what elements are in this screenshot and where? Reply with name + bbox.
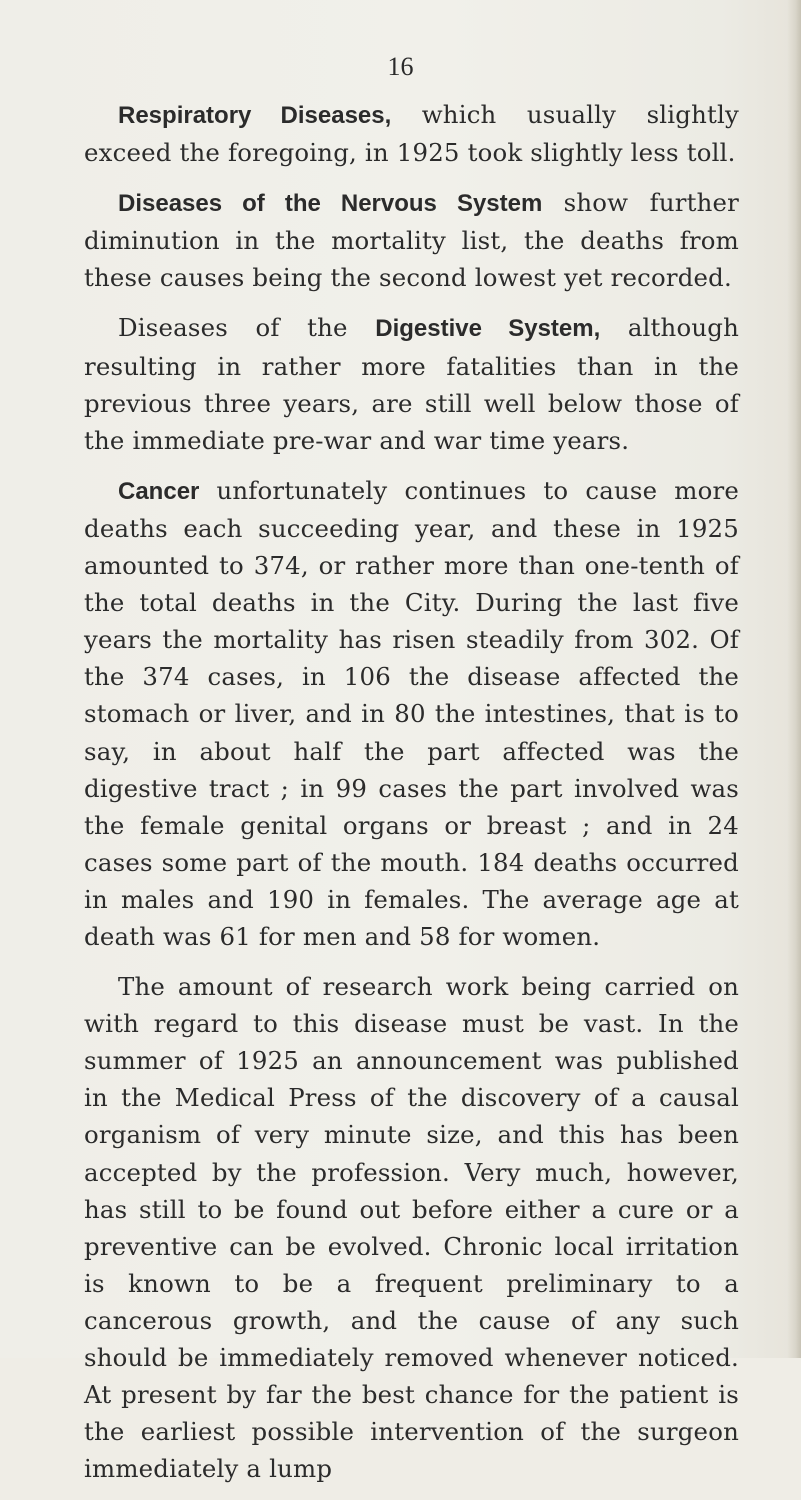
paragraph-nervous-system: [84, 184, 739, 296]
body-text: [84, 96, 739, 1500]
paragraph-respiratory-diseases: [84, 96, 739, 171]
paragraph-text: The amount of research work being carried on with regard to this disease must be vast. In the summer of 1925 an announcement was published in the Medical Press of the discovery of a causal organism of very minute size, and this has been accepted by the profession. Very much, however, has still to be found out before either a cure or a preventive can be evolved. Chronic local irritation is known to be a frequent preliminary to a cancerous growth, and the cause of any such should be immediately removed whenever noticed. At present by far the best chance for the patient is the earliest possible intervention of the surgeon immediately a lump: [84, 972, 739, 1484]
paragraph-research: [84, 968, 739, 1487]
paragraph-text: show further diminution in the mortality list, the deaths from these causes being the second lowest yet recorded.: [84, 188, 739, 293]
paragraph-text: unfortunately continues to cause more deaths each succeeding year, and these in 1925 amounted to 374, or rather more than one-tenth of the total deaths in the City. During the last five years the mortality has risen steadily from 302. Of the 374 cases, in 106 the disease affected the stomach or liver, and in 80 the intestines, that is to say, in about half the part affected was the digestive tract ; in 99 cases the part involved was the female genital organs or breast ; and in 24 cases some part of the mouth. 184 deaths occurred in males and 190 in females. The average age at death was 61 for men and 58 for women.: [84, 475, 739, 951]
heading-cancer: Cancer: [118, 477, 200, 505]
heading-respiratory-diseases: Respiratory Diseases,: [118, 102, 392, 129]
heading-digestive-system: Digestive System,: [375, 315, 601, 343]
heading-nervous-system: Diseases of the Nervous System: [118, 190, 543, 218]
paragraph-cancer: [84, 472, 739, 955]
page-number: 16: [387, 52, 414, 81]
page-edge-shadow: [787, 0, 801, 1358]
paragraph-lead: Diseases of the: [118, 313, 376, 343]
paragraph-text: although resulting in rather more fatalities than in the previous three years, are still well below those of the immediate pre-war and war time years.: [84, 313, 739, 455]
paragraph-digestive-system: [84, 309, 739, 458]
paragraph-text: which usually slightly exceed the foregoing, in 1925 took slightly less toll.: [84, 100, 739, 168]
